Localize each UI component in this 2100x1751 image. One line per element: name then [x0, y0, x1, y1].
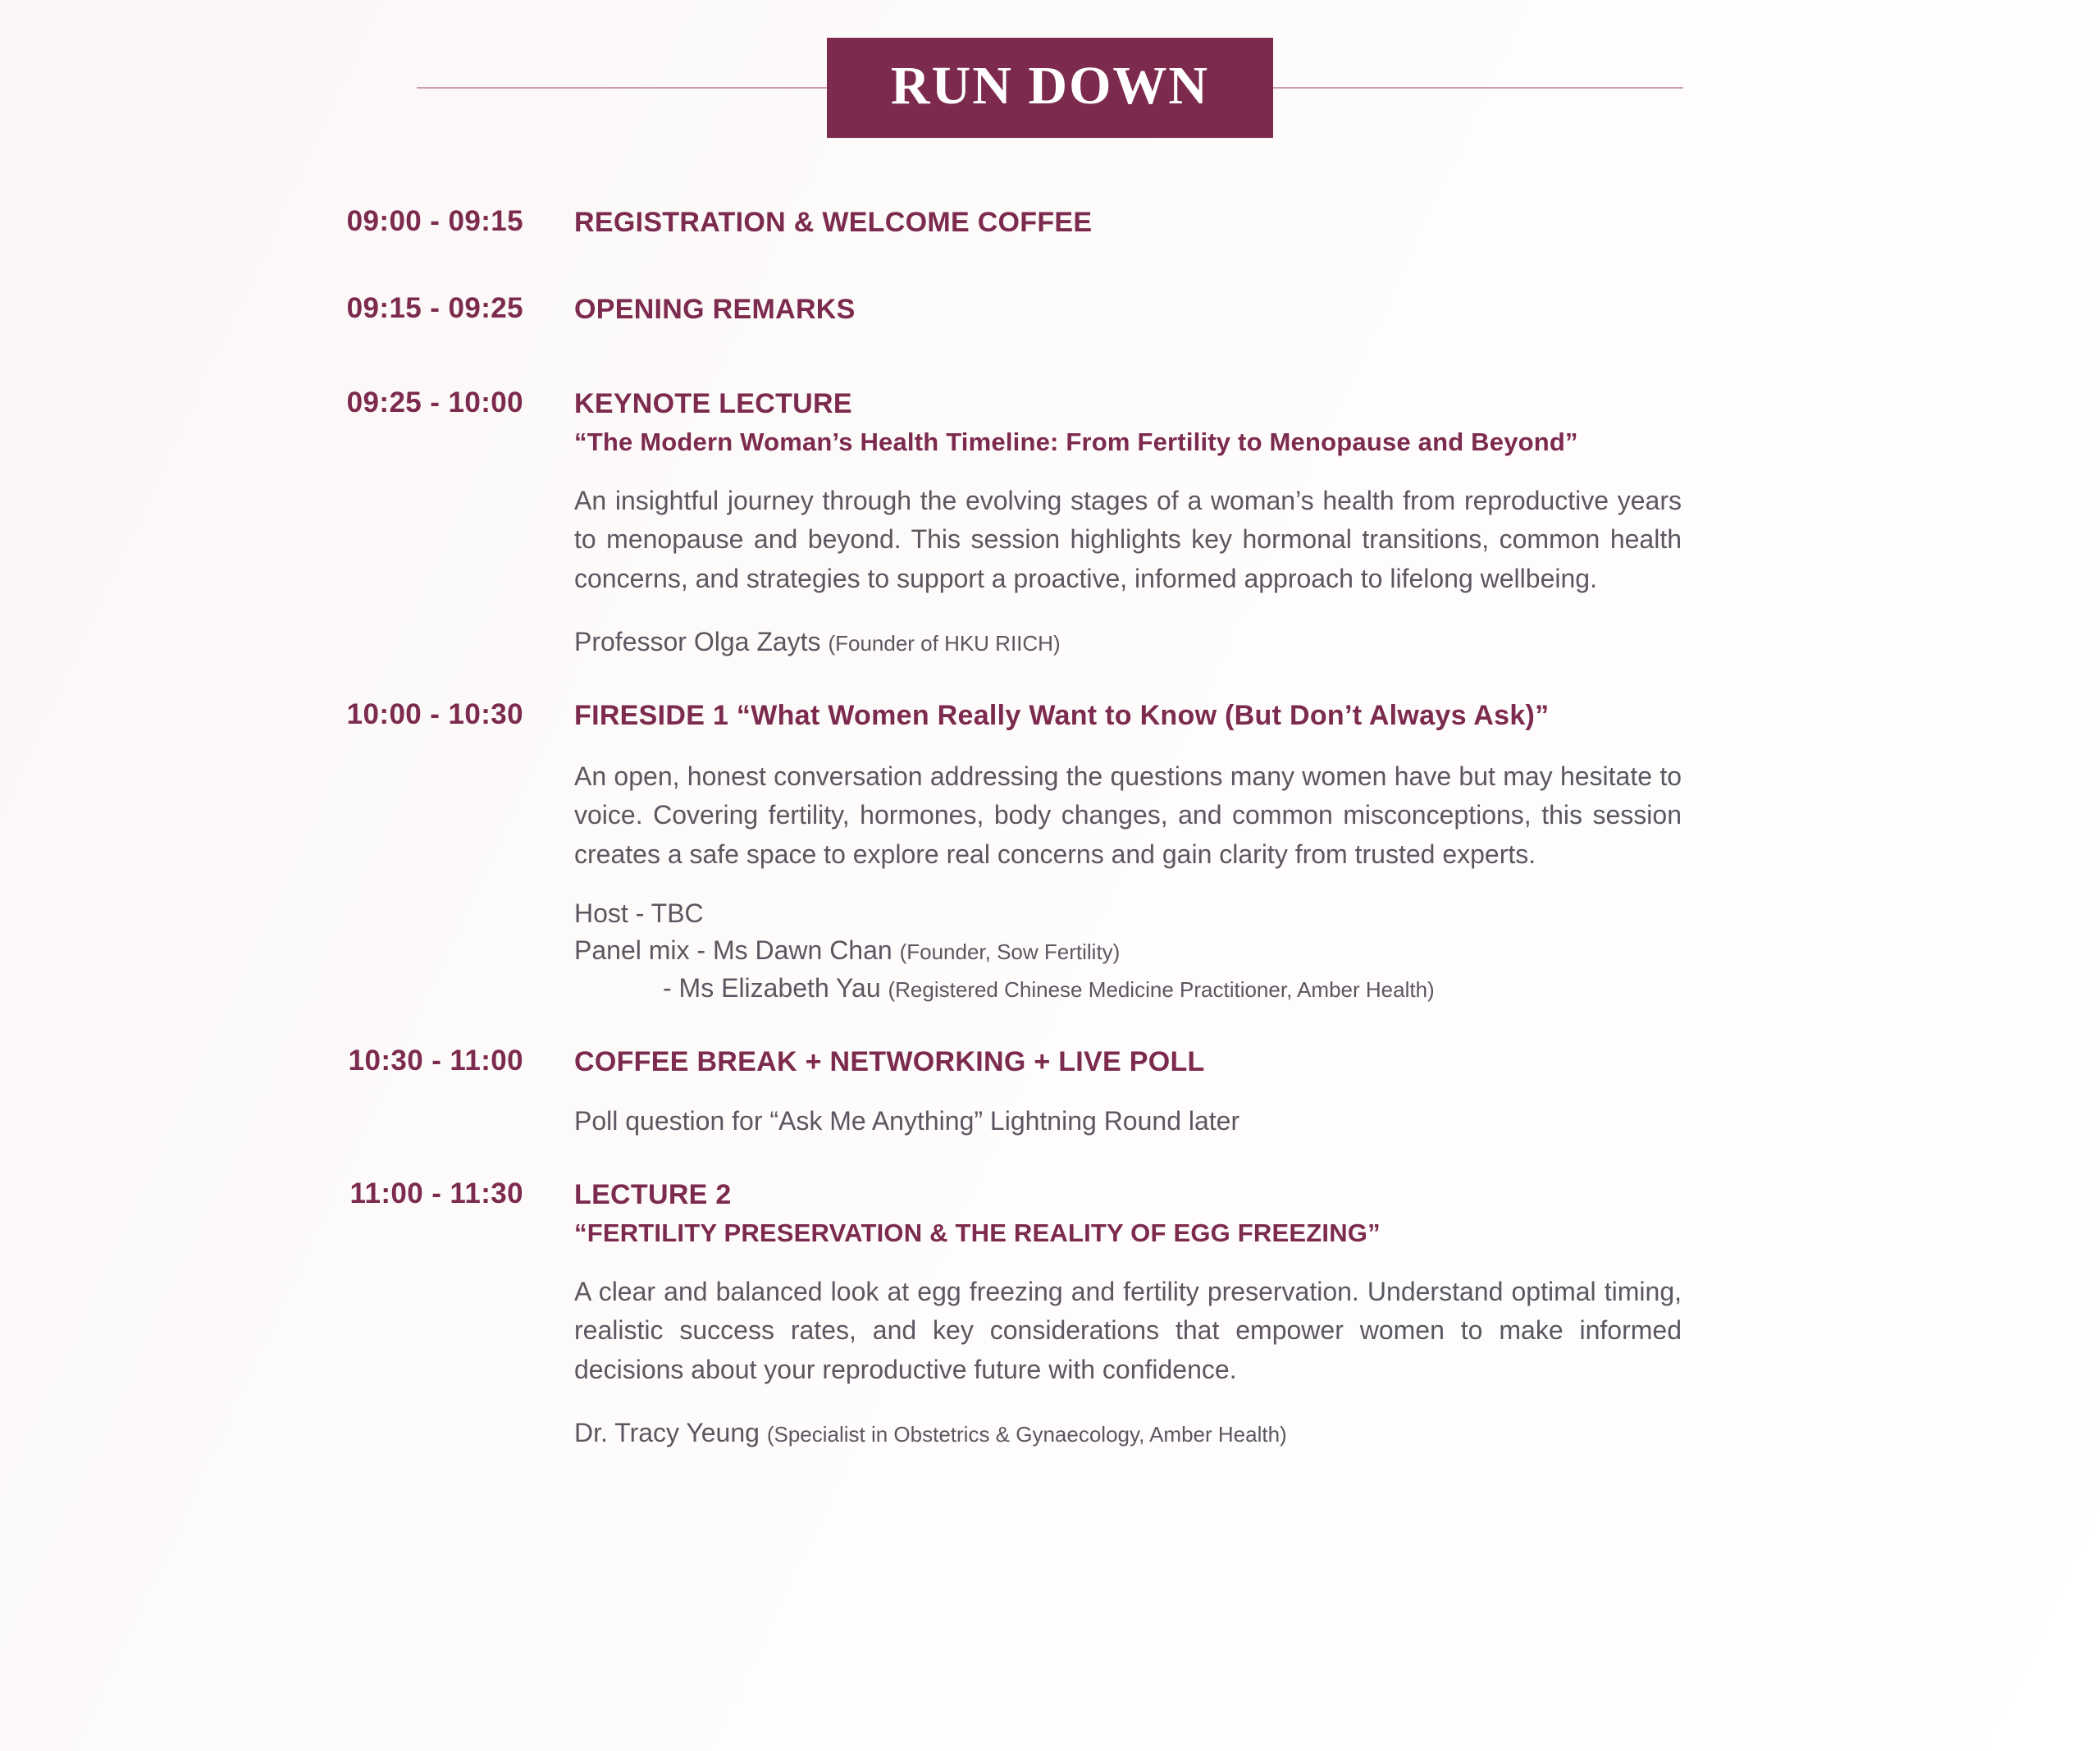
agenda-item-time: 09:25 - 10:00 — [346, 386, 523, 419]
page-header — [0, 43, 2100, 133]
agenda-item-note: Poll question for “Ask Me Anything” Lightning Round later — [574, 1105, 1240, 1136]
panel-line-detail: (Founder, Sow Fertility) — [899, 940, 1121, 965]
agenda-item-title: LECTURE 2 — [574, 1179, 732, 1211]
speaker-name: Dr. Tracy Yeung — [574, 1418, 767, 1448]
agenda-item-description: An insightful journey through the evolving stages of a woman’s health from reproductive years to menopause and beyond. This session highlights key hormonal transitions, common health concerns, and strategies to support a proactive, informed approach to lifelong wellbeing. — [574, 485, 1682, 593]
panel-line-2 — [574, 970, 1682, 1007]
agenda-item-speaker — [574, 623, 1682, 661]
panel-line-main: Panel mix - Ms Dawn Chan — [574, 935, 900, 966]
agenda-item — [0, 205, 2100, 241]
header-rule-right — [1273, 87, 1683, 89]
agenda-item-time: 10:00 - 10:30 — [346, 698, 523, 731]
header-rule-left — [417, 87, 827, 89]
agenda-list — [0, 205, 2100, 1452]
panel-line-main: - Ms Elizabeth Yau — [663, 972, 888, 1003]
agenda-item-title: COFFEE BREAK + NETWORKING + LIVE POLL — [574, 1046, 1205, 1078]
agenda-item-content — [574, 1045, 1714, 1140]
page-title: RUN DOWN — [827, 38, 1273, 138]
agenda-item-subtitle: “The Modern Woman’s Health Timeline: From Fertility to Menopause and Beyond” — [574, 427, 1578, 456]
agenda-item-title: OPENING REMARKS — [574, 293, 856, 325]
agenda-item-content — [574, 698, 1714, 1007]
agenda-item-title: KEYNOTE LECTURE — [574, 388, 852, 420]
speaker-name: Professor Olga Zayts — [574, 626, 829, 656]
agenda-item — [0, 698, 2100, 1007]
spacer — [0, 661, 2100, 698]
agenda-item-speaker — [574, 1414, 1682, 1452]
spacer — [0, 241, 2100, 292]
agenda-item — [0, 292, 2100, 328]
agenda-item-content — [574, 292, 1714, 328]
agenda-item-title: FIRESIDE 1 “What Women Really Want to Know (But Don’t Always Ask)” — [574, 700, 1550, 732]
spacer — [0, 1140, 2100, 1177]
agenda-item-time: 09:15 - 09:25 — [346, 291, 523, 324]
agenda-item-content — [574, 386, 1714, 661]
spacer — [0, 327, 2100, 386]
agenda-item-content — [574, 1177, 1714, 1452]
agenda-item-time: 10:30 - 11:00 — [348, 1045, 523, 1077]
speaker-detail: (Specialist in Obstetrics & Gynaecology, Amber Health) — [766, 1422, 1287, 1447]
host-line: Host - TBC — [574, 898, 704, 928]
agenda-item-description: An open, honest conversation addressing the questions many women have but may hesitate to voice. Covering fertility, hormones, body changes, and common misconceptions, this session creates a safe space to explore real concerns and gain clarity from trusted experts. — [574, 761, 1682, 869]
agenda-item-content — [574, 205, 1714, 241]
agenda-item-title: REGISTRATION & WELCOME COFFEE — [574, 207, 1093, 238]
agenda-item-time: 09:00 - 09:15 — [346, 205, 523, 237]
panel-line-detail: (Registered Chinese Medicine Practitioner, Amber Health) — [888, 976, 1435, 1002]
spacer — [0, 1007, 2100, 1045]
agenda-item-time: 11:00 - 11:30 — [349, 1177, 523, 1210]
agenda-item — [0, 1177, 2100, 1452]
agenda-item-panel — [574, 895, 1682, 1007]
agenda-item-description: A clear and balanced look at egg freezing and fertility preservation. Understand optimal timing, realistic success rates, and key considerations that empower women to make informed decisions about your reproductive future with confidence. — [574, 1276, 1682, 1384]
agenda-item-subtitle: “FERTILITY PRESERVATION & THE REALITY OF EGG FREEZING” — [574, 1218, 1381, 1247]
agenda-item — [0, 1045, 2100, 1140]
agenda-item — [0, 386, 2100, 661]
speaker-detail: (Founder of HKU RIICH) — [828, 630, 1061, 656]
